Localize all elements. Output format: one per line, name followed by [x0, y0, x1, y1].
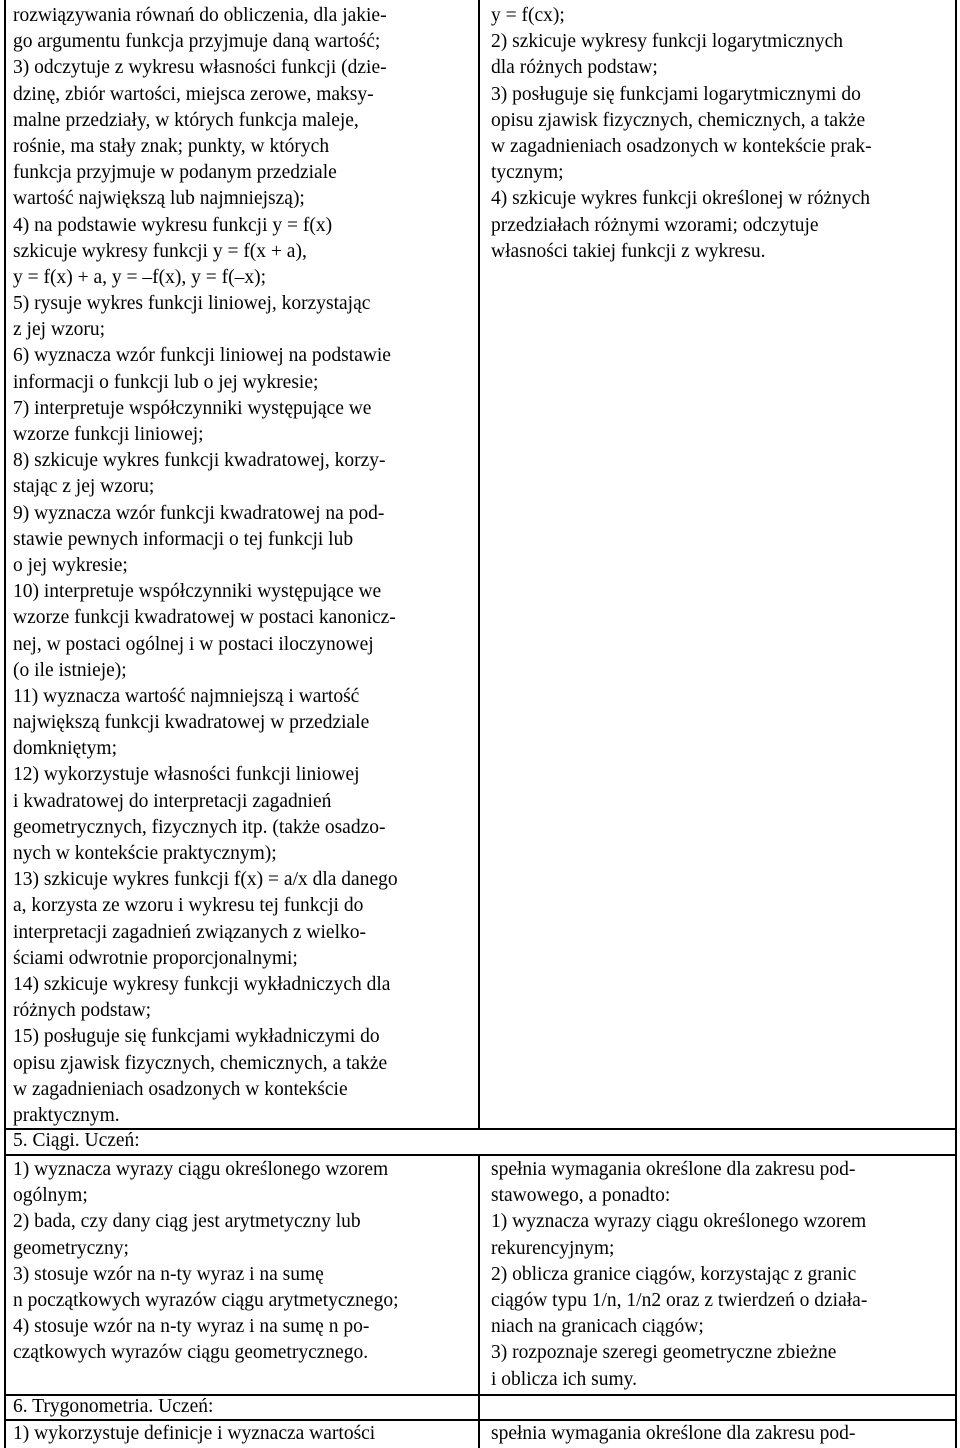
text-line: geometryczny;: [13, 1237, 129, 1259]
text-line: geometrycznych, fizycznych itp. (także osadzo-: [13, 816, 386, 838]
text-line: praktycznym.: [13, 1104, 120, 1126]
text-line: ciągów typu 1/n, 1/n2 oraz z twierdzeń o działa-: [491, 1289, 868, 1311]
column-divider-middle: [478, 1155, 480, 1419]
text-line: w zagadnieniach osadzonych w kontekście prak-: [491, 135, 872, 157]
text-line: tycznym;: [491, 162, 564, 184]
text-line: rekurencyjnym;: [491, 1237, 615, 1259]
table-left-border: [4, 0, 6, 1448]
text-line: stawie pewnych informacji o tej funkcji lub: [13, 528, 354, 550]
text-line: 4) stosuje wzór na n-ty wyraz i na sumę n po-: [13, 1316, 370, 1338]
row2-left-cell: [13, 1157, 399, 1367]
text-line: spełnia wymagania określone dla zakresu pod-: [491, 1159, 856, 1180]
text-line: rośnie, ma stały znak; punkty, w których: [13, 135, 330, 157]
text-line: 3) posługuje się funkcjami logarytmicznymi do: [491, 83, 861, 105]
text-line: i oblicza ich sumy.: [491, 1368, 638, 1390]
text-line: 4) na podstawie wykresu funkcji y = f(x): [13, 214, 333, 236]
row-separator-2: [4, 1154, 957, 1156]
text-line: 2) bada, czy dany ciąg jest arytmetyczny lub: [13, 1211, 361, 1233]
text-line: malne przedziały, w których funkcja maleje,: [13, 109, 359, 131]
text-line: największą funkcji kwadratowej w przedziale: [13, 712, 370, 734]
row3-right-cell: [491, 1421, 855, 1447]
text-line: 10) interpretuje współczynniki występujące we: [13, 581, 382, 603]
text-line: przedziałach różnymi wzorami; odczytuje: [491, 214, 819, 236]
text-line: wzorze funkcji liniowej;: [13, 424, 204, 445]
text-line: (o ile istnieje);: [13, 659, 127, 681]
row3-left-cell: [13, 1421, 375, 1447]
text-line: ogólnym;: [13, 1185, 88, 1207]
text-line: 2) szkicuje wykresy funkcji logarytmicznych: [491, 31, 843, 53]
text-line: i kwadratowej do interpretacji zagadnień: [13, 790, 332, 812]
text-line: 1) wyznacza wyrazy ciągu określonego wzorem: [491, 1211, 867, 1233]
text-line: a, korzysta ze wzoru i wykresu tej funkcji do: [13, 895, 364, 917]
text-line: funkcja przyjmuje w podanym przedziale: [13, 162, 337, 184]
text-line: opisu zjawisk fizycznych, chemicznych, a także: [13, 1052, 388, 1074]
column-divider-upper: [478, 0, 480, 1128]
text-line: 1) wykorzystuje definicje i wyznacza wartości: [13, 1423, 376, 1444]
text-line: 3) odczytuje z wykresu własności funkcji (dzie-: [13, 57, 387, 79]
text-line: 6) wyznacza wzór funkcji liniowej na podstawie: [13, 345, 391, 367]
text-line: 3) rozpoznaje szeregi geometryczne zbieżne: [491, 1342, 837, 1364]
row1-left-cell: [13, 3, 398, 1129]
text-line: czątkowych wyrazów ciągu geometrycznego.: [13, 1342, 369, 1364]
text-line: 1) wyznacza wyrazy ciągu określonego wzorem: [13, 1159, 389, 1180]
text-line: niach na granicach ciągów;: [491, 1316, 704, 1338]
text-line: n początkowych wyrazów ciągu arytmetycznego;: [13, 1289, 399, 1311]
text-line: nej, w postaci ogólnej i w postaci iloczynowej: [13, 633, 374, 655]
text-line: dzinę, zbiór wartości, miejsca zerowe, maksy-: [13, 83, 374, 105]
text-line: 9) wyznacza wzór funkcji kwadratowej na pod-: [13, 502, 385, 524]
text-line: 15) posługuje się funkcjami wykładniczymi do: [13, 1026, 380, 1048]
text-line: opisu zjawisk fizycznych, chemicznych, a także: [491, 109, 866, 131]
section-heading-sequences: 5. Ciągi. Uczeń:: [13, 1130, 140, 1151]
text-line: w zagadnieniach osadzonych w kontekście: [13, 1078, 348, 1100]
text-line: wzorze funkcji kwadratowej w postaci kanonicz-: [13, 607, 396, 629]
text-line: y = f(cx);: [491, 5, 565, 26]
text-line: z jej wzoru;: [13, 319, 106, 341]
text-line: nych w kontekście praktycznym);: [13, 843, 277, 864]
text-line: szkicuje wykresy funkcji y = f(x + a),: [13, 240, 307, 262]
text-line: interpretacji zagadnień związanych z wielko-: [13, 921, 366, 943]
row1-right-cell: [491, 3, 872, 265]
column-divider-lower: [478, 1420, 480, 1448]
text-line: o jej wykresie;: [13, 554, 128, 576]
text-line: spełnia wymagania określone dla zakresu pod-: [491, 1423, 856, 1444]
text-line: 8) szkicuje wykres funkcji kwadratowej, korzy-: [13, 450, 386, 472]
text-line: 4) szkicuje wykres funkcji określonej w różnych: [491, 188, 871, 210]
text-line: ściami odwrotnie proporcjonalnymi;: [13, 947, 298, 969]
text-line: 12) wykorzystuje własności funkcji liniowej: [13, 764, 360, 786]
text-line: go argumentu funkcja przyjmuje daną wartość;: [13, 31, 381, 53]
table-right-border: [955, 0, 957, 1448]
text-line: rozwiązywania równań do obliczenia, dla jakie-: [13, 5, 387, 26]
text-line: 7) interpretuje współczynniki występujące we: [13, 397, 372, 419]
text-line: różnych podstaw;: [13, 1000, 152, 1022]
section-heading-trigonometry: 6. Trygonometria. Uczeń:: [13, 1396, 214, 1417]
text-line: stając z jej wzoru;: [13, 476, 155, 498]
text-line: 2) oblicza granice ciągów, korzystając z granic: [491, 1263, 857, 1285]
text-line: 14) szkicuje wykresy funkcji wykładniczych dla: [13, 973, 391, 995]
text-line: 11) wyznacza wartość najmniejszą i wartość: [13, 685, 360, 707]
text-line: stawowego, a ponadto:: [491, 1185, 671, 1207]
text-line: 13) szkicuje wykres funkcji f(x) = a/x dla danego: [13, 869, 398, 891]
row2-right-cell: [491, 1157, 867, 1393]
text-line: y = f(x) + a, y = –f(x), y = f(–x);: [13, 266, 267, 288]
text-line: własności takiej funkcji z wykresu.: [491, 240, 766, 262]
text-line: domkniętym;: [13, 738, 117, 760]
text-line: wartość największą lub najmniejszą);: [13, 188, 305, 210]
text-line: 3) stosuje wzór na n-ty wyraz i na sumę: [13, 1263, 324, 1285]
text-line: informacji o funkcji lub o jej wykresie;: [13, 371, 319, 393]
text-line: 5) rysuje wykres funkcji liniowej, korzystając: [13, 293, 371, 315]
text-line: dla różnych podstaw;: [491, 57, 658, 79]
